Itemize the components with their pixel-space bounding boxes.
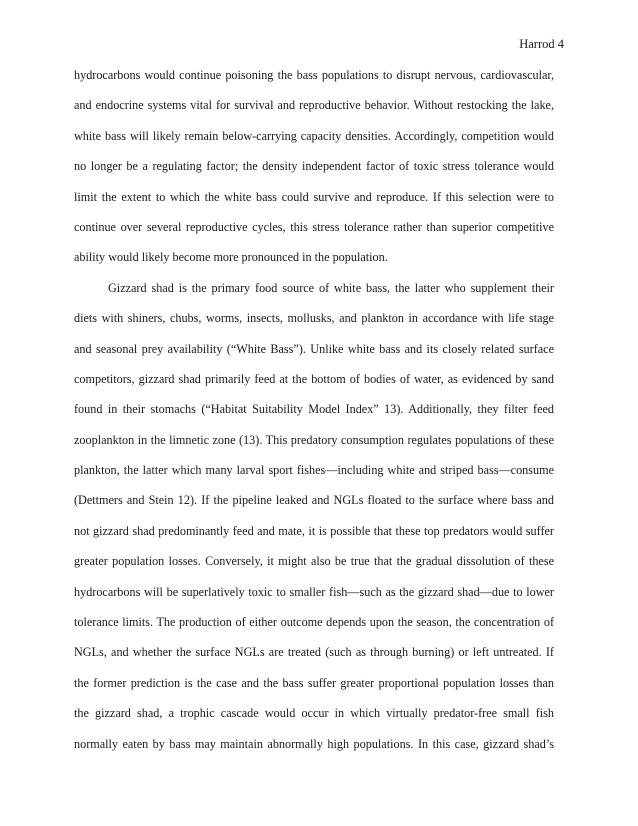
text-line: hydrocarbons would continue poisoning the bass populations to disrupt nervous, cardiovascular, bbox=[74, 68, 554, 82]
text-line: ability would likely become more pronounced in the population. bbox=[74, 250, 388, 265]
text-line: tolerance limits. The production of either outcome depends upon the season, the concentration of bbox=[74, 615, 554, 630]
text-line: competitors, gizzard shad primarily feed at the bottom of bodies of water, as evidenced by sand bbox=[74, 371, 554, 386]
text-line: normally eaten by bass may maintain abnormally high populations. In this case, gizzard shad’s bbox=[74, 736, 554, 751]
text-line: NGLs, and whether the surface NGLs are treated (such as through burning) or left untreated. If bbox=[74, 645, 554, 660]
paragraph-2 bbox=[74, 279, 554, 765]
text-line: greater population losses. Conversely, it might also be true that the gradual dissolution of these bbox=[74, 554, 554, 569]
text-line: hydrocarbons will be superlatively toxic to smaller fish—such as the gizzard shad—due to lower bbox=[74, 584, 554, 599]
text-line: white bass will likely remain below-carrying capacity densities. Accordingly, competition would bbox=[74, 128, 554, 143]
running-head: Harrod 4 bbox=[519, 37, 564, 51]
text-line: and endocrine systems vital for survival and reproductive behavior. Without restocking the lake, bbox=[74, 98, 554, 113]
text-line: the gizzard shad, a trophic cascade would occur in which virtually predator-free small fish bbox=[74, 706, 554, 721]
paragraph-1 bbox=[74, 66, 554, 279]
text-line: zooplankton in the limnetic zone (13). This predatory consumption regulates populations of these bbox=[74, 432, 554, 447]
text-line: the former prediction is the case and the bass suffer greater proportional population losses than bbox=[74, 675, 554, 690]
text-line: (Dettmers and Stein 12). If the pipeline leaked and NGLs floated to the surface where bass and bbox=[74, 493, 554, 508]
text-line: Gizzard shad is the primary food source of white bass, the latter who supplement their bbox=[108, 280, 554, 295]
body-text bbox=[74, 66, 554, 765]
text-line: found in their stomachs (“Habitat Suitability Model Index” 13). Additionally, they filter feed bbox=[74, 402, 554, 417]
text-line: limit the extent to which the white bass could survive and reproduce. If this selection were to bbox=[74, 189, 554, 204]
text-line: and seasonal prey availability (“White Bass”). Unlike white bass and its closely related surface bbox=[74, 341, 554, 356]
text-line: no longer be a regulating factor; the density independent factor of toxic stress tolerance would bbox=[74, 159, 554, 174]
text-line: plankton, the latter which many larval sport fishes—including white and striped bass—consume bbox=[74, 463, 554, 478]
text-line: continue over several reproductive cycles, this stress tolerance rather than superior competitive bbox=[74, 219, 554, 234]
text-line: diets with shiners, chubs, worms, insects, mollusks, and plankton in accordance with life stage bbox=[74, 311, 554, 326]
text-line: not gizzard shad predominantly feed and mate, it is possible that these top predators would suffer bbox=[74, 523, 554, 538]
